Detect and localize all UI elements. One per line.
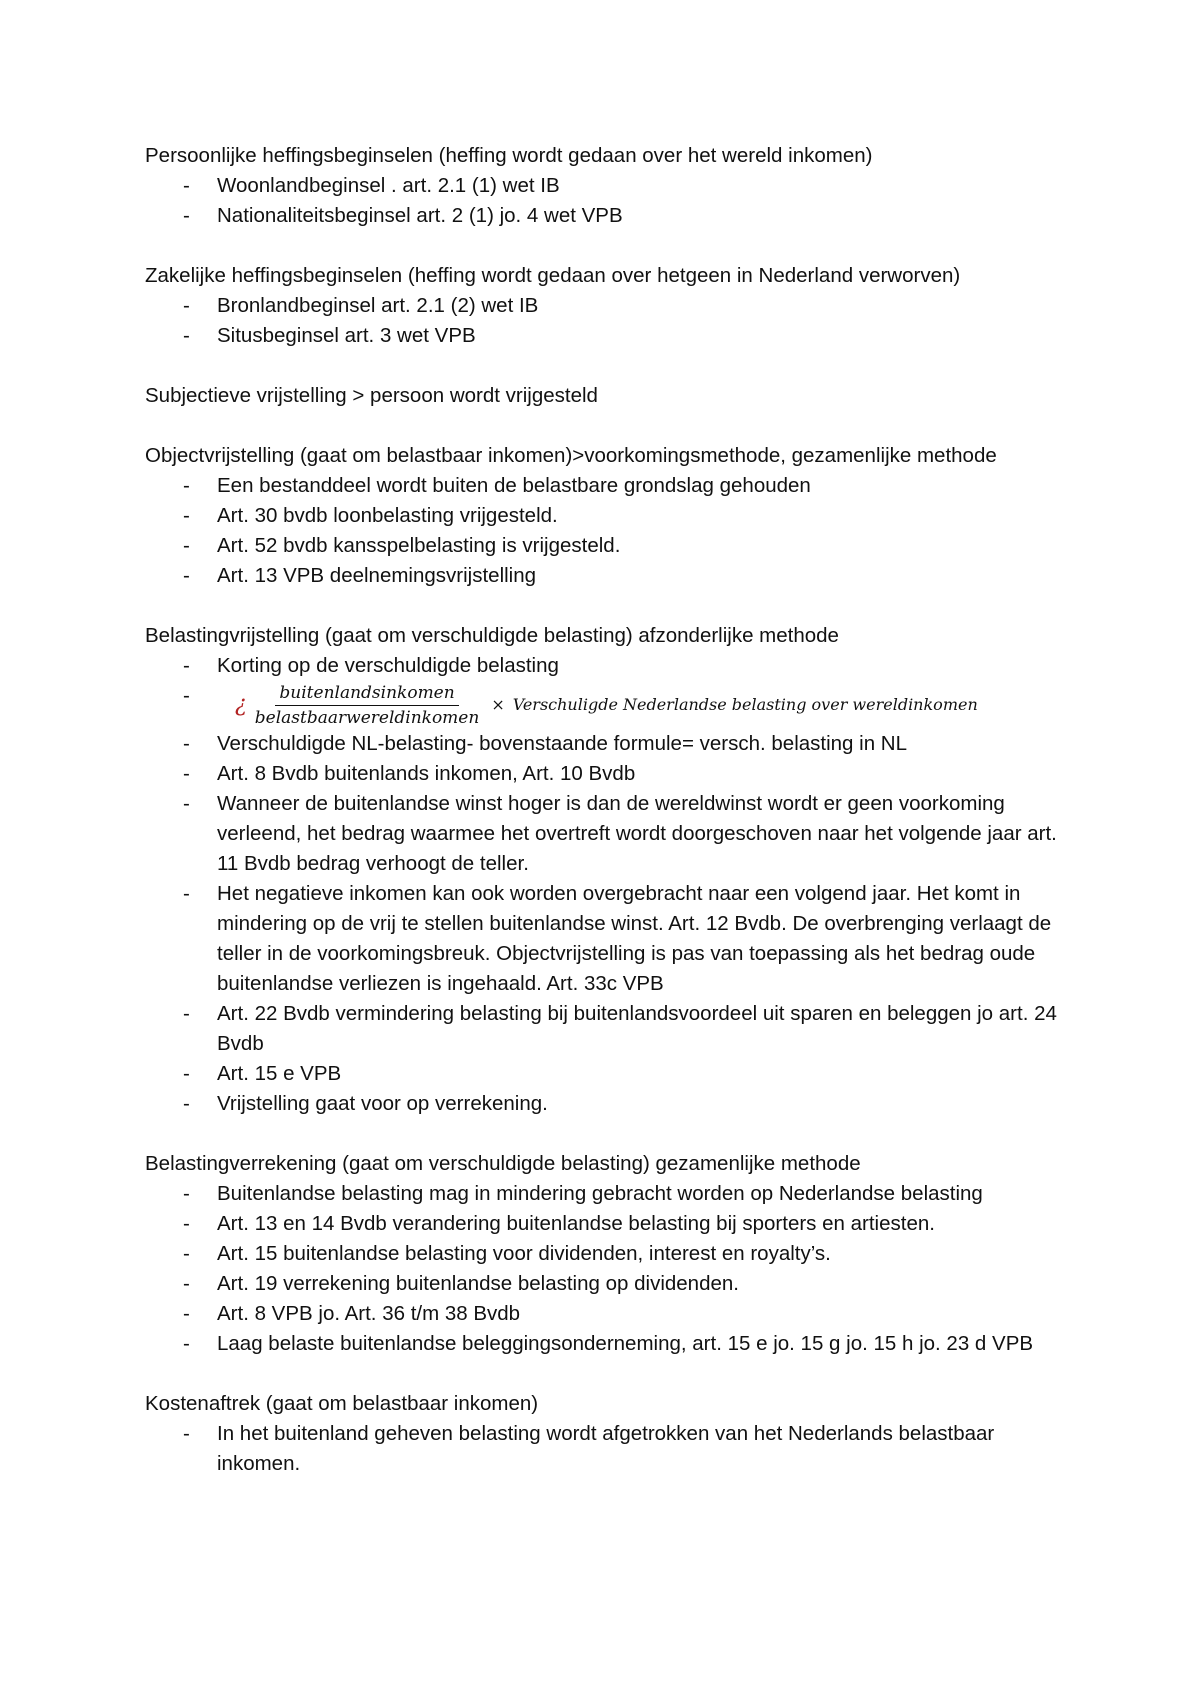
formula-list-item — [145, 681, 1077, 729]
list-item — [145, 201, 1077, 231]
section-heading: Kostenaftrek (gaat om belastbaar inkomen) — [145, 1392, 539, 1415]
formula-fraction — [251, 683, 484, 728]
list-item — [145, 321, 1077, 351]
list-item — [145, 879, 1077, 999]
bullet-list — [145, 1419, 1140, 1479]
bullet-list — [145, 1179, 1140, 1359]
formula-glyph: ¿ — [235, 692, 247, 717]
bullet-dash: - — [183, 474, 190, 497]
bullet-dash: - — [183, 792, 190, 815]
list-item-text: Vrijstelling gaat voor op verrekening. — [217, 1092, 548, 1115]
section-zakelijke — [145, 261, 1140, 351]
bullet-dash: - — [183, 1272, 190, 1295]
list-item — [145, 789, 1077, 879]
bullet-dash: - — [183, 1212, 190, 1235]
list-item — [145, 1419, 1077, 1479]
list-item-text: Buitenlandse belasting mag in mindering gebracht worden op Nederlandse belasting — [217, 1182, 983, 1205]
list-item — [145, 1059, 1077, 1089]
section-heading: Persoonlijke heffingsbeginselen (heffing wordt gedaan over het wereld inkomen) — [145, 144, 873, 167]
bullet-list — [145, 651, 1140, 1119]
list-item-text: Het negatieve inkomen kan ook worden overgebracht naar een volgend jaar. Het komt in mindering op de vrij te stellen buitenlandse winst. Art. 12 Bvdb. De overbrenging verlaagt de teller in de voorkomingsbreuk. Objectvrijstelling is pas van toepassing als het bedrag oude buitenlandse verliezen is ingehaald. Art. 33c VPB — [217, 882, 1052, 995]
bullet-dash: - — [183, 294, 190, 317]
section-belastingvrijstelling — [145, 621, 1140, 1119]
bullet-dash: - — [183, 1062, 190, 1085]
bullet-dash: - — [183, 732, 190, 755]
list-item-text: Nationaliteitsbeginsel art. 2 (1) jo. 4 wet VPB — [217, 204, 623, 227]
bullet-list — [145, 471, 1140, 591]
bullet-list — [145, 171, 1140, 231]
list-item-text: Woonlandbeginsel . art. 2.1 (1) wet IB — [217, 174, 560, 197]
list-item-text: Art. 30 bvdb loonbelasting vrijgesteld. — [217, 504, 558, 527]
formula-denominator: belastbaarwereldinkomen — [254, 707, 480, 728]
bullet-dash: - — [183, 684, 190, 707]
list-item-text: Art. 52 bvdb kansspelbelasting is vrijgesteld. — [217, 534, 621, 557]
list-item — [145, 1299, 1077, 1329]
list-item-text: Verschuldigde NL-belasting- bovenstaande formule= versch. belasting in NL — [217, 732, 908, 755]
list-item-text: Art. 13 VPB deelnemingsvrijstelling — [217, 564, 537, 587]
list-item — [145, 1329, 1077, 1359]
list-item — [145, 759, 1077, 789]
section-heading: Belastingverrekening (gaat om verschuldigde belasting) gezamenlijke methode — [145, 1152, 861, 1175]
list-item — [145, 651, 1077, 681]
list-item-text: Situsbeginsel art. 3 wet VPB — [217, 324, 476, 347]
bullet-dash: - — [183, 324, 190, 347]
list-item — [145, 1209, 1077, 1239]
list-item-text: Korting op de verschuldigde belasting — [217, 654, 559, 677]
list-item — [145, 729, 1077, 759]
list-item-text: Een bestanddeel wordt buiten de belastbare grondslag gehouden — [217, 474, 811, 497]
bullet-dash: - — [183, 1002, 190, 1025]
section-objectvrijstelling — [145, 441, 1140, 591]
formula-numerator: buitenlandsinkomen — [275, 683, 458, 706]
bullet-dash: - — [183, 1422, 190, 1445]
fraction-formula — [235, 681, 978, 729]
list-item — [145, 561, 1077, 591]
section-heading: Zakelijke heffingsbeginselen (heffing wordt gedaan over hetgeen in Nederland verworven) — [145, 264, 961, 287]
list-item-text: In het buitenland geheven belasting wordt afgetrokken van het Nederlands belastbaar inkomen. — [217, 1422, 995, 1475]
bullet-dash: - — [183, 174, 190, 197]
section-heading: Objectvrijstelling (gaat om belastbaar inkomen)>voorkomingsmethode, gezamenlijke methode — [145, 444, 997, 467]
bullet-dash: - — [183, 882, 190, 905]
list-item-text: Art. 8 VPB jo. Art. 36 t/m 38 Bvdb — [217, 1302, 521, 1325]
list-item — [145, 1269, 1077, 1299]
list-item — [145, 171, 1077, 201]
bullet-dash: - — [183, 654, 190, 677]
list-item-text: Art. 22 Bvdb vermindering belasting bij buitenlandsvoordeel uit sparen en beleggen jo art. 24 Bvdb — [217, 1002, 1057, 1055]
list-item — [145, 501, 1077, 531]
list-item-text: Laag belaste buitenlandse beleggingsonderneming, art. 15 e jo. 15 g jo. 15 h jo. 23 d VPB — [217, 1332, 1034, 1355]
bullet-dash: - — [183, 762, 190, 785]
formula-operator: × — [491, 695, 505, 714]
bullet-dash: - — [183, 534, 190, 557]
section-kostenaftrek — [145, 1389, 1140, 1479]
list-item-text: Art. 8 Bvdb buitenlands inkomen, Art. 10 Bvdb — [217, 762, 636, 785]
bullet-list — [145, 291, 1140, 351]
bullet-dash: - — [183, 1332, 190, 1355]
list-item-text: Art. 13 en 14 Bvdb verandering buitenlandse belasting bij sporters en artiesten. — [217, 1212, 935, 1235]
list-item — [145, 471, 1077, 501]
list-item — [145, 291, 1077, 321]
list-item-text: Wanneer de buitenlandse winst hoger is dan de wereldwinst wordt er geen voorkoming verleend, het bedrag waarmee het overtreft wordt doorgeschoven naar het volgende jaar art. 11 Bvdb bedrag verhoogt de teller. — [217, 792, 1057, 875]
list-item-text: Art. 19 verrekening buitenlandse belasting op dividenden. — [217, 1272, 739, 1295]
list-item — [145, 1239, 1077, 1269]
bullet-dash: - — [183, 1182, 190, 1205]
list-item-text: Art. 15 e VPB — [217, 1062, 342, 1085]
list-item — [145, 1089, 1077, 1119]
list-item — [145, 999, 1077, 1059]
bullet-dash: - — [183, 204, 190, 227]
bullet-dash: - — [183, 1242, 190, 1265]
list-item-text: Art. 15 buitenlandse belasting voor dividenden, interest en royalty’s. — [217, 1242, 831, 1265]
bullet-dash: - — [183, 564, 190, 587]
section-heading: Belastingvrijstelling (gaat om verschuldigde belasting) afzonderlijke methode — [145, 624, 839, 647]
section-heading: Subjectieve vrijstelling > persoon wordt vrijgesteld — [145, 384, 598, 407]
formula-tail: Verschuligde Nederlandse belasting over wereldinkomen — [512, 695, 978, 714]
section-subjectieve-vrijstelling — [145, 381, 1140, 411]
section-persoonlijke — [145, 141, 1140, 231]
list-item — [145, 1179, 1077, 1209]
section-belastingverrekening — [145, 1149, 1140, 1359]
bullet-dash: - — [183, 1092, 190, 1115]
list-item-text: Bronlandbeginsel art. 2.1 (2) wet IB — [217, 294, 539, 317]
bullet-dash: - — [183, 1302, 190, 1325]
list-item — [145, 531, 1077, 561]
bullet-dash: - — [183, 504, 190, 527]
